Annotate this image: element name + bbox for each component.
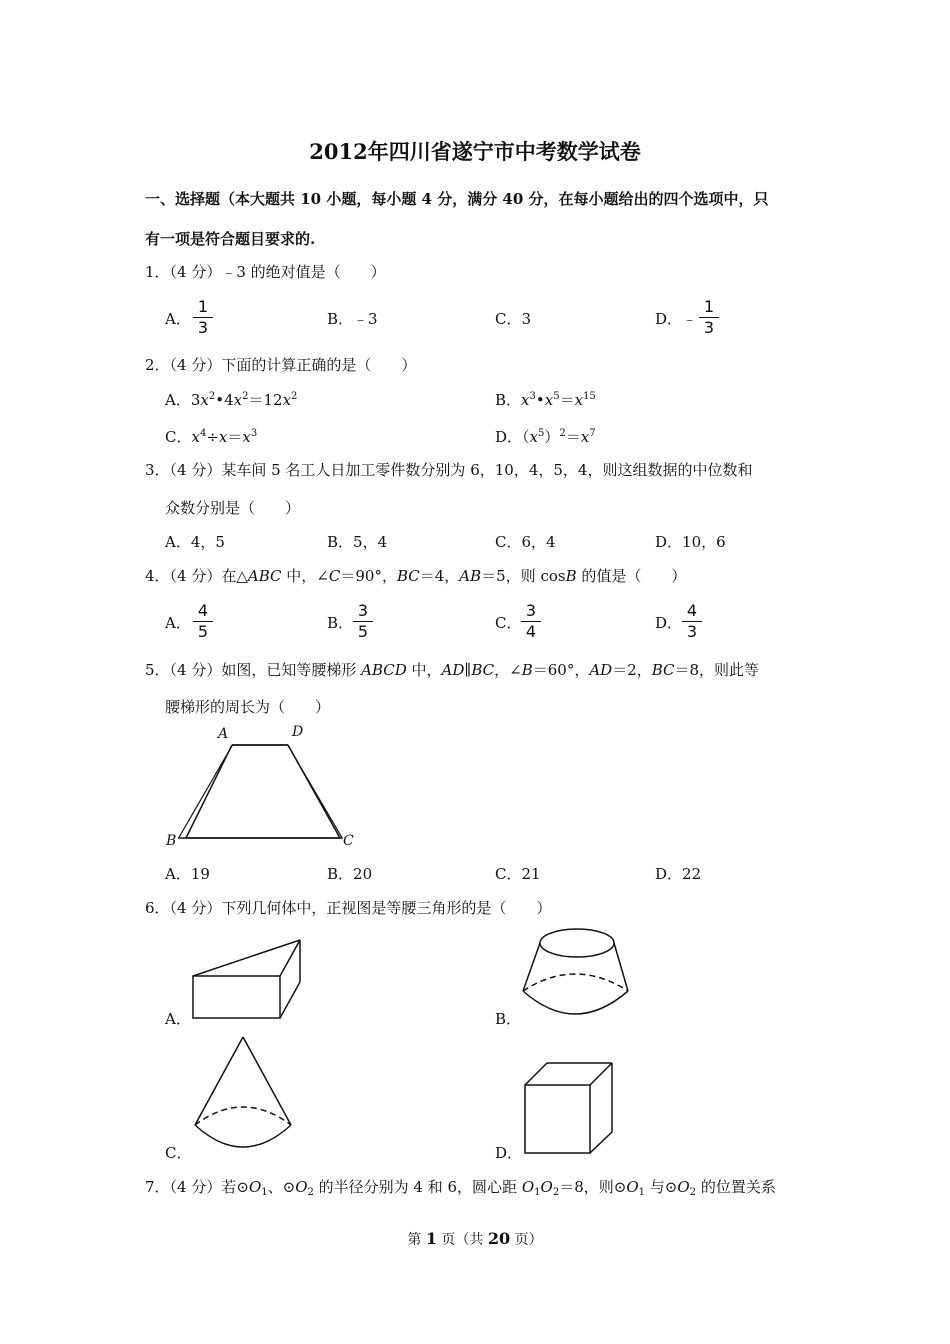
q1-option-d-fraction <box>699 298 719 337</box>
numerator: 4 <box>197 601 209 620</box>
q7-stem-prefix: 7．（4 分）若⊙ <box>145 1178 249 1196</box>
q3-stem-line1: 3．（4 分）某车间 5 名工人日加工零件数分别为 6，10，4，5，4，则这组数据的中位数和 <box>145 461 753 479</box>
q1-option-a-label: A． <box>165 310 191 328</box>
q7-stem: 7．（4 分）若$⊙O_1$、$⊙O_2$ 的半径分别为 4 和 6，圆心距 $O_1O_2=8$，则$⊙O_1$ 与$⊙O_2$ 的位置关系 <box>145 1178 776 1198</box>
numerator: 3 <box>525 601 537 620</box>
q4-option-a-label: A． <box>165 614 191 632</box>
section-heading-line1: 一、选择题（本大题共 10 小题，每小题 4 分，满分 40 分，在每小题给出的四个选项中，只 <box>145 190 769 208</box>
q5-stem-prefix: 5．（4 分）如图，已知等腰梯形 <box>145 661 362 679</box>
denominator: 3 <box>686 622 698 641</box>
q1-option-d-label: D．﹣ <box>655 310 698 328</box>
denominator: 5 <box>197 622 209 641</box>
q6-option-a-label: A． <box>165 1010 191 1028</box>
q2-option-c: C．$x^4\div x=x^3$ <box>165 428 258 446</box>
footer-mid: 页（共 <box>436 1232 488 1248</box>
q6-stem: 6．（4 分）下列几何体中，正视图是等腰三角形的是（ ） <box>145 899 552 917</box>
q6-option-b-label: B． <box>495 1010 522 1028</box>
denominator: 5 <box>357 622 369 641</box>
q2-option-a: A．$3x^2•4x^2=12x^2$ <box>165 391 298 409</box>
numerator: 4 <box>686 601 698 620</box>
q4-option-c-fraction <box>521 602 541 641</box>
q2-option-c-label: C． <box>165 428 192 446</box>
denominator: 3 <box>703 318 715 337</box>
page-title: 2012年四川省遂宁市中考数学试卷 <box>309 139 641 164</box>
q4-option-a-fraction <box>193 602 213 641</box>
trapezoid-label-a: A <box>218 726 229 742</box>
q2-option-b: B．$x^3•x^5=x^{15}$ <box>495 391 596 409</box>
frustum-figure <box>520 925 632 1025</box>
q4-stem-prefix: 4．（4 分）在△ <box>145 567 248 585</box>
q5-option-c: C．21 <box>495 865 541 883</box>
trapezoid-label-b: B <box>166 833 177 849</box>
numerator: 1 <box>197 297 209 316</box>
page-footer <box>0 1229 950 1249</box>
trapezoid-label-c: C <box>343 833 354 849</box>
q4-option-b-label: B． <box>327 614 354 632</box>
footer-post: 页） <box>510 1232 543 1248</box>
q1-option-c: C．3 <box>495 310 532 328</box>
denominator: 3 <box>197 318 209 337</box>
q3-option-a: A．4，5 <box>165 533 225 551</box>
q4-option-b-fraction <box>353 602 373 641</box>
q4-option-d-label: D． <box>655 614 683 632</box>
numerator: 3 <box>357 601 369 620</box>
q2-option-d: D．$(x^5)^2=x^7$ <box>495 428 596 446</box>
q5-stem-line1: 5．（4 分）如图，已知等腰梯形 ABCD 中，AD∥BC，∠B＝60°，AD＝2，BC＝8，则此等 <box>145 661 760 679</box>
q4-option-c-label: C． <box>495 614 522 632</box>
q5-option-a: A．19 <box>165 865 210 883</box>
q1-option-a-fraction <box>193 298 213 337</box>
page-number: 1 <box>425 1229 437 1248</box>
trapezoid-label-d: D <box>292 724 304 740</box>
q3-stem-line2: 众数分别是（ ） <box>165 499 301 517</box>
q6-option-d-label: D． <box>495 1144 523 1162</box>
q4-option-d-fraction <box>682 602 702 641</box>
q3-option-c: C．6，4 <box>495 533 556 551</box>
q1-stem: 1．（4 分）﹣3 的绝对值是（ ） <box>145 263 386 281</box>
section-heading-line2: 有一项是符合题目要求的. <box>145 230 316 248</box>
q2-option-a-label: A． <box>165 391 191 409</box>
footer-pre: 第 <box>407 1232 426 1248</box>
q2-option-b-label: B． <box>495 391 522 409</box>
cube-figure <box>522 1060 617 1158</box>
denominator: 4 <box>525 622 537 641</box>
q5-option-b: B．20 <box>327 865 373 883</box>
q5-stem-line2: 腰梯形的周长为（ ） <box>165 698 331 716</box>
q4-stem: 4．（4 分）在△ABC 中，∠C＝90°，BC＝4，AB＝5，则 cosB 的值是（ ） <box>145 567 687 585</box>
q1-option-b: B．﹣3 <box>327 310 378 328</box>
triangular-prism-figure <box>190 938 305 1023</box>
cone-figure <box>192 1035 296 1135</box>
q2-stem: 2．（4 分）下面的计算正确的是（ ） <box>145 356 417 374</box>
q3-option-b: B．5，4 <box>327 533 388 551</box>
q2-option-d-label: D． <box>495 428 523 446</box>
trapezoid-figure <box>160 724 360 854</box>
page-total: 20 <box>487 1229 511 1248</box>
q6-option-c-label: C． <box>165 1144 192 1162</box>
numerator: 1 <box>703 297 715 316</box>
q5-option-d: D．22 <box>655 865 702 883</box>
q3-option-d: D．10，6 <box>655 533 726 551</box>
